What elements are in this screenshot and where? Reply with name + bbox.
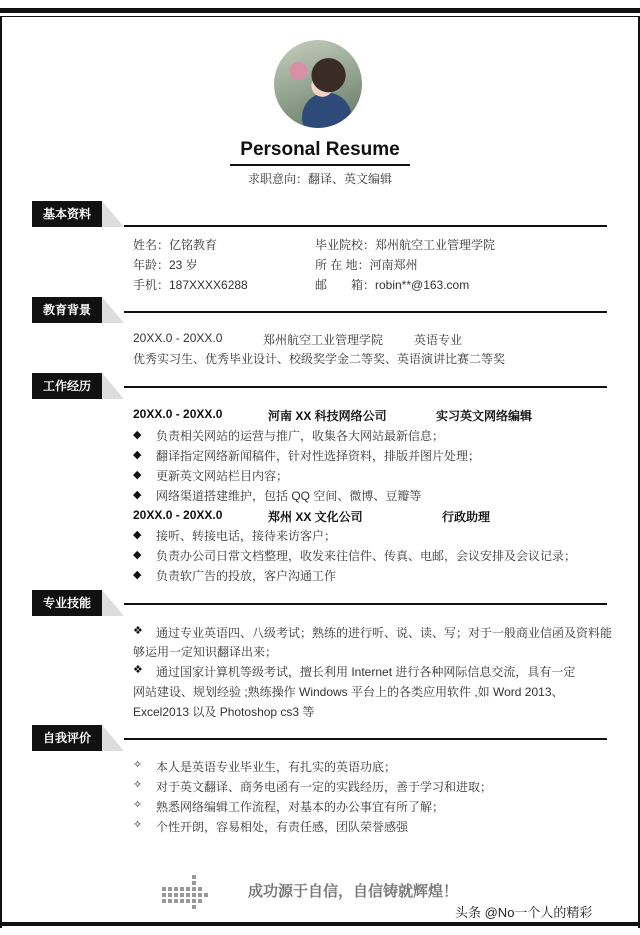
title-underline (230, 164, 410, 166)
section-self-title: 自我评价 (32, 725, 102, 751)
job-objective (230, 170, 410, 187)
resume-title: Personal Resume (240, 139, 400, 160)
self-eval-item: 熟悉网络编辑工作流程，对基本的办公事宜有所了解； (156, 800, 445, 814)
star-bullet-icon: ✧ (133, 759, 143, 771)
phone-field: 手机：187XXXX6288 (133, 278, 248, 292)
age-field: 年龄：23 岁 (133, 258, 198, 272)
job1-duty: 负责相关网站的运营与推广，收集各大网站最新信息； (156, 429, 445, 443)
job1-role: 实习英文网络编辑 (436, 409, 533, 423)
hollow-diamond-bullet-icon: ❖ (133, 625, 143, 637)
name-field: 姓名：亿铭教育 (133, 238, 218, 252)
job1-company: 河南 XX 科技网络公司 (268, 409, 387, 423)
section-divider (124, 311, 607, 313)
edu-period: 20XX.0 - 20XX.0 (133, 331, 223, 345)
objective-label: 求职意向： (247, 172, 308, 186)
edu-school: 郑州航空工业管理学院 (263, 333, 384, 347)
diamond-bullet-icon: ◆ (133, 569, 142, 581)
email-field: 邮 箱：robin**@163.com (315, 278, 470, 292)
job1-duty: 翻译指定网络新闻稿件，针对性选择资料，排版并图片处理； (156, 449, 481, 463)
diamond-bullet-icon: ◆ (133, 449, 142, 461)
star-bullet-icon: ✧ (133, 799, 143, 811)
job2-company: 郑州 XX 文化公司 (268, 510, 363, 524)
job2-duty: 负责软广告的投放，客户沟通工作 (156, 569, 337, 583)
top-border (0, 8, 640, 13)
job2-period: 20XX.0 - 20XX.0 (133, 508, 223, 522)
dotted-arrow-icon (160, 874, 216, 914)
section-tail (102, 297, 124, 323)
hollow-diamond-bullet-icon: ❖ (133, 664, 143, 676)
watermark-text: 头条 @No一个人的精彩 (455, 905, 593, 920)
section-divider (124, 225, 607, 227)
job1-duty: 网络渠道搭建维护，包括 QQ 空间、微博、豆瓣等 (156, 489, 422, 503)
section-divider (124, 386, 607, 388)
skill-text: Excel2013 以及 Photoshop cs3 等 (133, 705, 315, 719)
section-tail (102, 373, 124, 399)
section-basic-title: 基本资料 (32, 201, 102, 227)
edu-awards: 优秀实习生、优秀毕业设计、校级奖学金二等奖、英语演讲比赛二等奖 (133, 352, 506, 366)
section-work-title: 工作经历 (32, 373, 102, 399)
self-eval-item: 个性开朗，容易相处，有责任感，团队荣誉感强 (156, 820, 409, 834)
diamond-bullet-icon: ◆ (133, 469, 142, 481)
diamond-bullet-icon: ◆ (133, 529, 142, 541)
objective-value: 翻译、英文编辑 (308, 172, 393, 186)
skill-text: 通过国家计算机等级考试，擅长利用 Internet 进行各种网际信息交流，具有一定 (156, 665, 576, 679)
skill-text: 够运用一定知识翻译出来； (133, 645, 278, 659)
job2-duty: 接听、转接电话，接待来访客户； (156, 529, 337, 543)
section-divider (124, 603, 607, 605)
diamond-bullet-icon: ◆ (133, 549, 142, 561)
self-eval-item: 本人是英语专业毕业生，有扎实的英语功底； (156, 760, 397, 774)
school-field: 毕业院校：郑州航空工业管理学院 (315, 238, 496, 252)
job1-duty: 更新英文网站栏目内容； (156, 469, 289, 483)
job2-duty: 负责办公司日常文档整理，收发来往信件、传真、电邮，会议安排及会议记录； (156, 549, 577, 563)
location-field: 所 在 地：河南郑州 (315, 258, 418, 272)
job1-period: 20XX.0 - 20XX.0 (133, 407, 223, 421)
skill-text: 通过专业英语四、八级考试；熟练的进行听、说、读、写；对于一般商业信函及资料能 (156, 626, 613, 640)
star-bullet-icon: ✧ (133, 819, 143, 831)
diamond-bullet-icon: ◆ (133, 429, 142, 441)
star-bullet-icon: ✧ (133, 779, 143, 791)
edu-major: 英语专业 (414, 333, 463, 347)
section-tail (102, 725, 124, 751)
profile-photo (274, 40, 362, 128)
footer-motto: 成功源于自信，自信铸就辉煌！ (248, 883, 459, 900)
section-education-title: 教育背景 (32, 297, 102, 323)
job2-role: 行政助理 (442, 510, 491, 524)
left-border (0, 16, 2, 928)
bottom-border (0, 922, 640, 926)
diamond-bullet-icon: ◆ (133, 489, 142, 501)
skill-text: 网站建设、规划经验 ;熟练操作 Windows 平台上的各类应用软件 ,如 Word 2013、 (133, 685, 564, 699)
top-border-thin (0, 16, 640, 17)
self-eval-item: 对于英文翻译、商务电函有一定的实践经历，善于学习和进取； (156, 780, 493, 794)
section-divider (124, 738, 607, 740)
section-skills-title: 专业技能 (32, 590, 102, 616)
section-tail (102, 590, 124, 616)
section-tail (102, 201, 124, 227)
